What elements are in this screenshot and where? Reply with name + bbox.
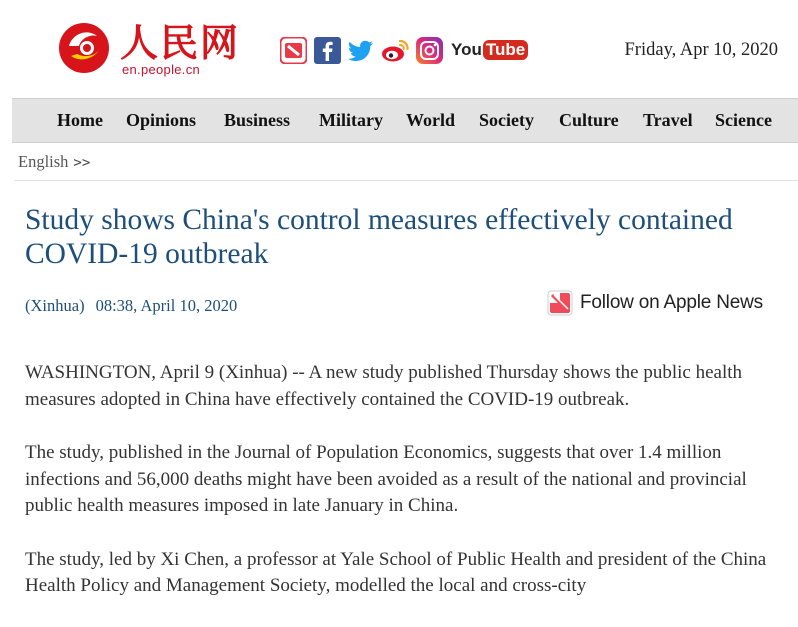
apple-news-icon: [547, 290, 573, 316]
article-body: [25, 360, 797, 627]
article-meta: [25, 296, 237, 316]
twitter-icon[interactable]: [347, 36, 375, 64]
site-domain: en.people.cn: [122, 62, 201, 77]
article-paragraph: The study, led by Xi Chen, a professor at Yale School of Public Health and president of the China Health Policy and Management Society, modelled the local and cross-city: [25, 548, 767, 596]
article-time: 08:38, April 10, 2020: [95, 296, 238, 315]
breadcrumb: [18, 152, 90, 172]
nav-item-opinions[interactable]: Opinions: [126, 110, 197, 130]
current-date: Friday, Apr 10, 2020: [624, 40, 778, 60]
breadcrumb-separator: >>: [73, 155, 91, 171]
site-logo-chinese: 人民网: [120, 20, 241, 65]
nav-item-military[interactable]: Military: [319, 110, 383, 130]
youtube-icon[interactable]: [451, 40, 528, 60]
weibo-icon[interactable]: [381, 36, 409, 64]
social-links: [279, 36, 528, 64]
article-paragraph: The study, published in the Journal of Population Economics, suggests that over 1.4 million infections and 56,000 deaths might have been avoided as a result of the national and provincial public health measures imposed in late January in China.: [25, 442, 747, 516]
nav-item-culture[interactable]: Culture: [559, 110, 619, 130]
nav-item-science[interactable]: Science: [715, 110, 772, 130]
nav-item-society[interactable]: Society: [479, 110, 534, 130]
facebook-icon[interactable]: [313, 36, 341, 64]
nav-item-home[interactable]: Home: [57, 110, 103, 130]
article-paragraph: WASHINGTON, April 9 (Xinhua) -- A new study published Thursday shows the public health measures adopted in China have effectively contained the COVID-19 outbreak.: [25, 362, 742, 410]
follow-apple-news-button[interactable]: [547, 290, 763, 316]
main-nav: [12, 98, 798, 143]
youtube-tube: Tube: [483, 40, 528, 60]
instagram-icon[interactable]: [415, 36, 443, 64]
follow-apple-news-label: Follow on Apple News: [580, 292, 763, 313]
article-title: Study shows China's control measures effectively contained COVID-19 outbreak: [25, 204, 733, 270]
nav-item-travel[interactable]: Travel: [643, 110, 693, 130]
nav-item-business[interactable]: Business: [224, 110, 291, 130]
youtube-you: You: [451, 40, 482, 59]
divider: [14, 180, 798, 181]
breadcrumb-english[interactable]: English: [18, 152, 69, 171]
nav-item-world[interactable]: World: [406, 110, 456, 130]
apple-news-icon[interactable]: [279, 36, 307, 64]
article-source[interactable]: (Xinhua): [25, 296, 85, 315]
